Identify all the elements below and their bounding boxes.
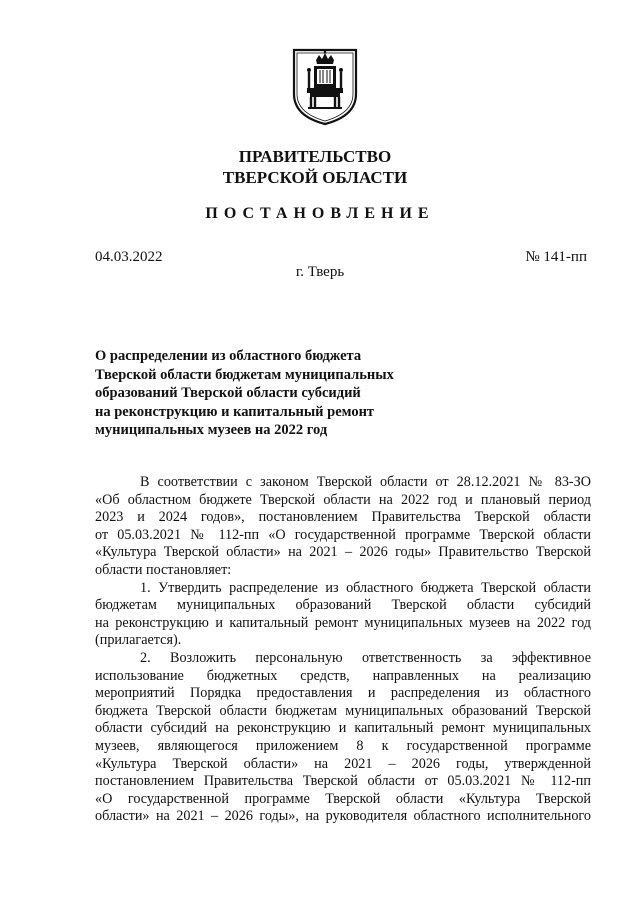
paragraph-item-1 (95, 580, 591, 650)
paragraph-item-2 (95, 650, 591, 826)
body-line: области субсидий на реконструкцию и капитальный ремонт муниципальных (95, 720, 591, 737)
heading-line: О распределении из областного бюджета (95, 348, 362, 364)
body-line: «Об областном бюджете Тверской области на 2022 год и плановый период (95, 491, 591, 508)
body-line: мероприятий Порядка предоставления и распределения из областного (95, 685, 591, 702)
heading-line: на реконструкцию и капитальный ремонт (95, 403, 375, 420)
document-type-title: ПОСТАНОВЛЕНИЕ (205, 205, 435, 222)
body-line: «Культура Тверской области» на 2021 – 2026 годы, утвержденной (95, 755, 591, 772)
body-line: области» на 2021 – 2026 годы», на руководителя областного исполнительного (95, 808, 591, 825)
document-number: № 141-пп (525, 249, 587, 265)
body-line: «Культура Тверской области» на 2021 – 2026 годы» Правительство Тверской (95, 544, 591, 561)
document-heading (95, 347, 435, 440)
heading-line: образований Тверской области субсидий (95, 385, 361, 401)
paragraph-preamble (95, 474, 591, 580)
body-line: 1. Утвердить распределение из областного бюджета Тверской области (140, 579, 591, 596)
body-line: «О государственной программе Тверской области «Культура Тверской (95, 790, 591, 807)
body-line: бюджетам муниципальных образований Тверской области субсидий (95, 597, 591, 614)
document-city: г. Тверь (295, 264, 345, 280)
heading-line: Тверской области бюджетам муниципальных (95, 366, 394, 383)
body-line: 2023 и 2024 годов», постановлением Правительства Тверской области (95, 509, 591, 526)
organization-name-line2: ТВЕРСКОЙ ОБЛАСТИ (222, 168, 408, 187)
body-line: 2. Возложить персональную ответственность за эффективное (140, 649, 591, 666)
body-line: от 05.03.2021 № 112-пп «О государственной программе Тверской области (95, 526, 591, 543)
document-date: 04.03.2022 (95, 249, 163, 265)
body-line: использование бюджетных средств, направленных на реализацию (95, 667, 591, 684)
body-line: области постановляет: (95, 561, 232, 578)
document-body (95, 474, 591, 826)
body-line: музеев, являющегося приложением 8 к государственной программе (95, 737, 591, 754)
coat-of-arms-emblem (290, 46, 360, 126)
body-line: (прилагается). (95, 632, 182, 649)
body-line: В соответствии с законом Тверской области от 28.12.2021 № 83-ЗО (140, 474, 591, 490)
heading-line: муниципальных музеев на 2022 год (95, 422, 328, 438)
body-line: на реконструкцию и капитальный ремонт муниципальных музеев на 2022 год (95, 614, 591, 631)
organization-name-line1: ПРАВИТЕЛЬСТВО (238, 147, 392, 166)
body-line: постановлением Правительства Тверской области от 05.03.2021 № 112-пп (95, 773, 591, 790)
body-line: бюджета Тверской области бюджетам муниципальных образований Тверской (95, 702, 591, 719)
